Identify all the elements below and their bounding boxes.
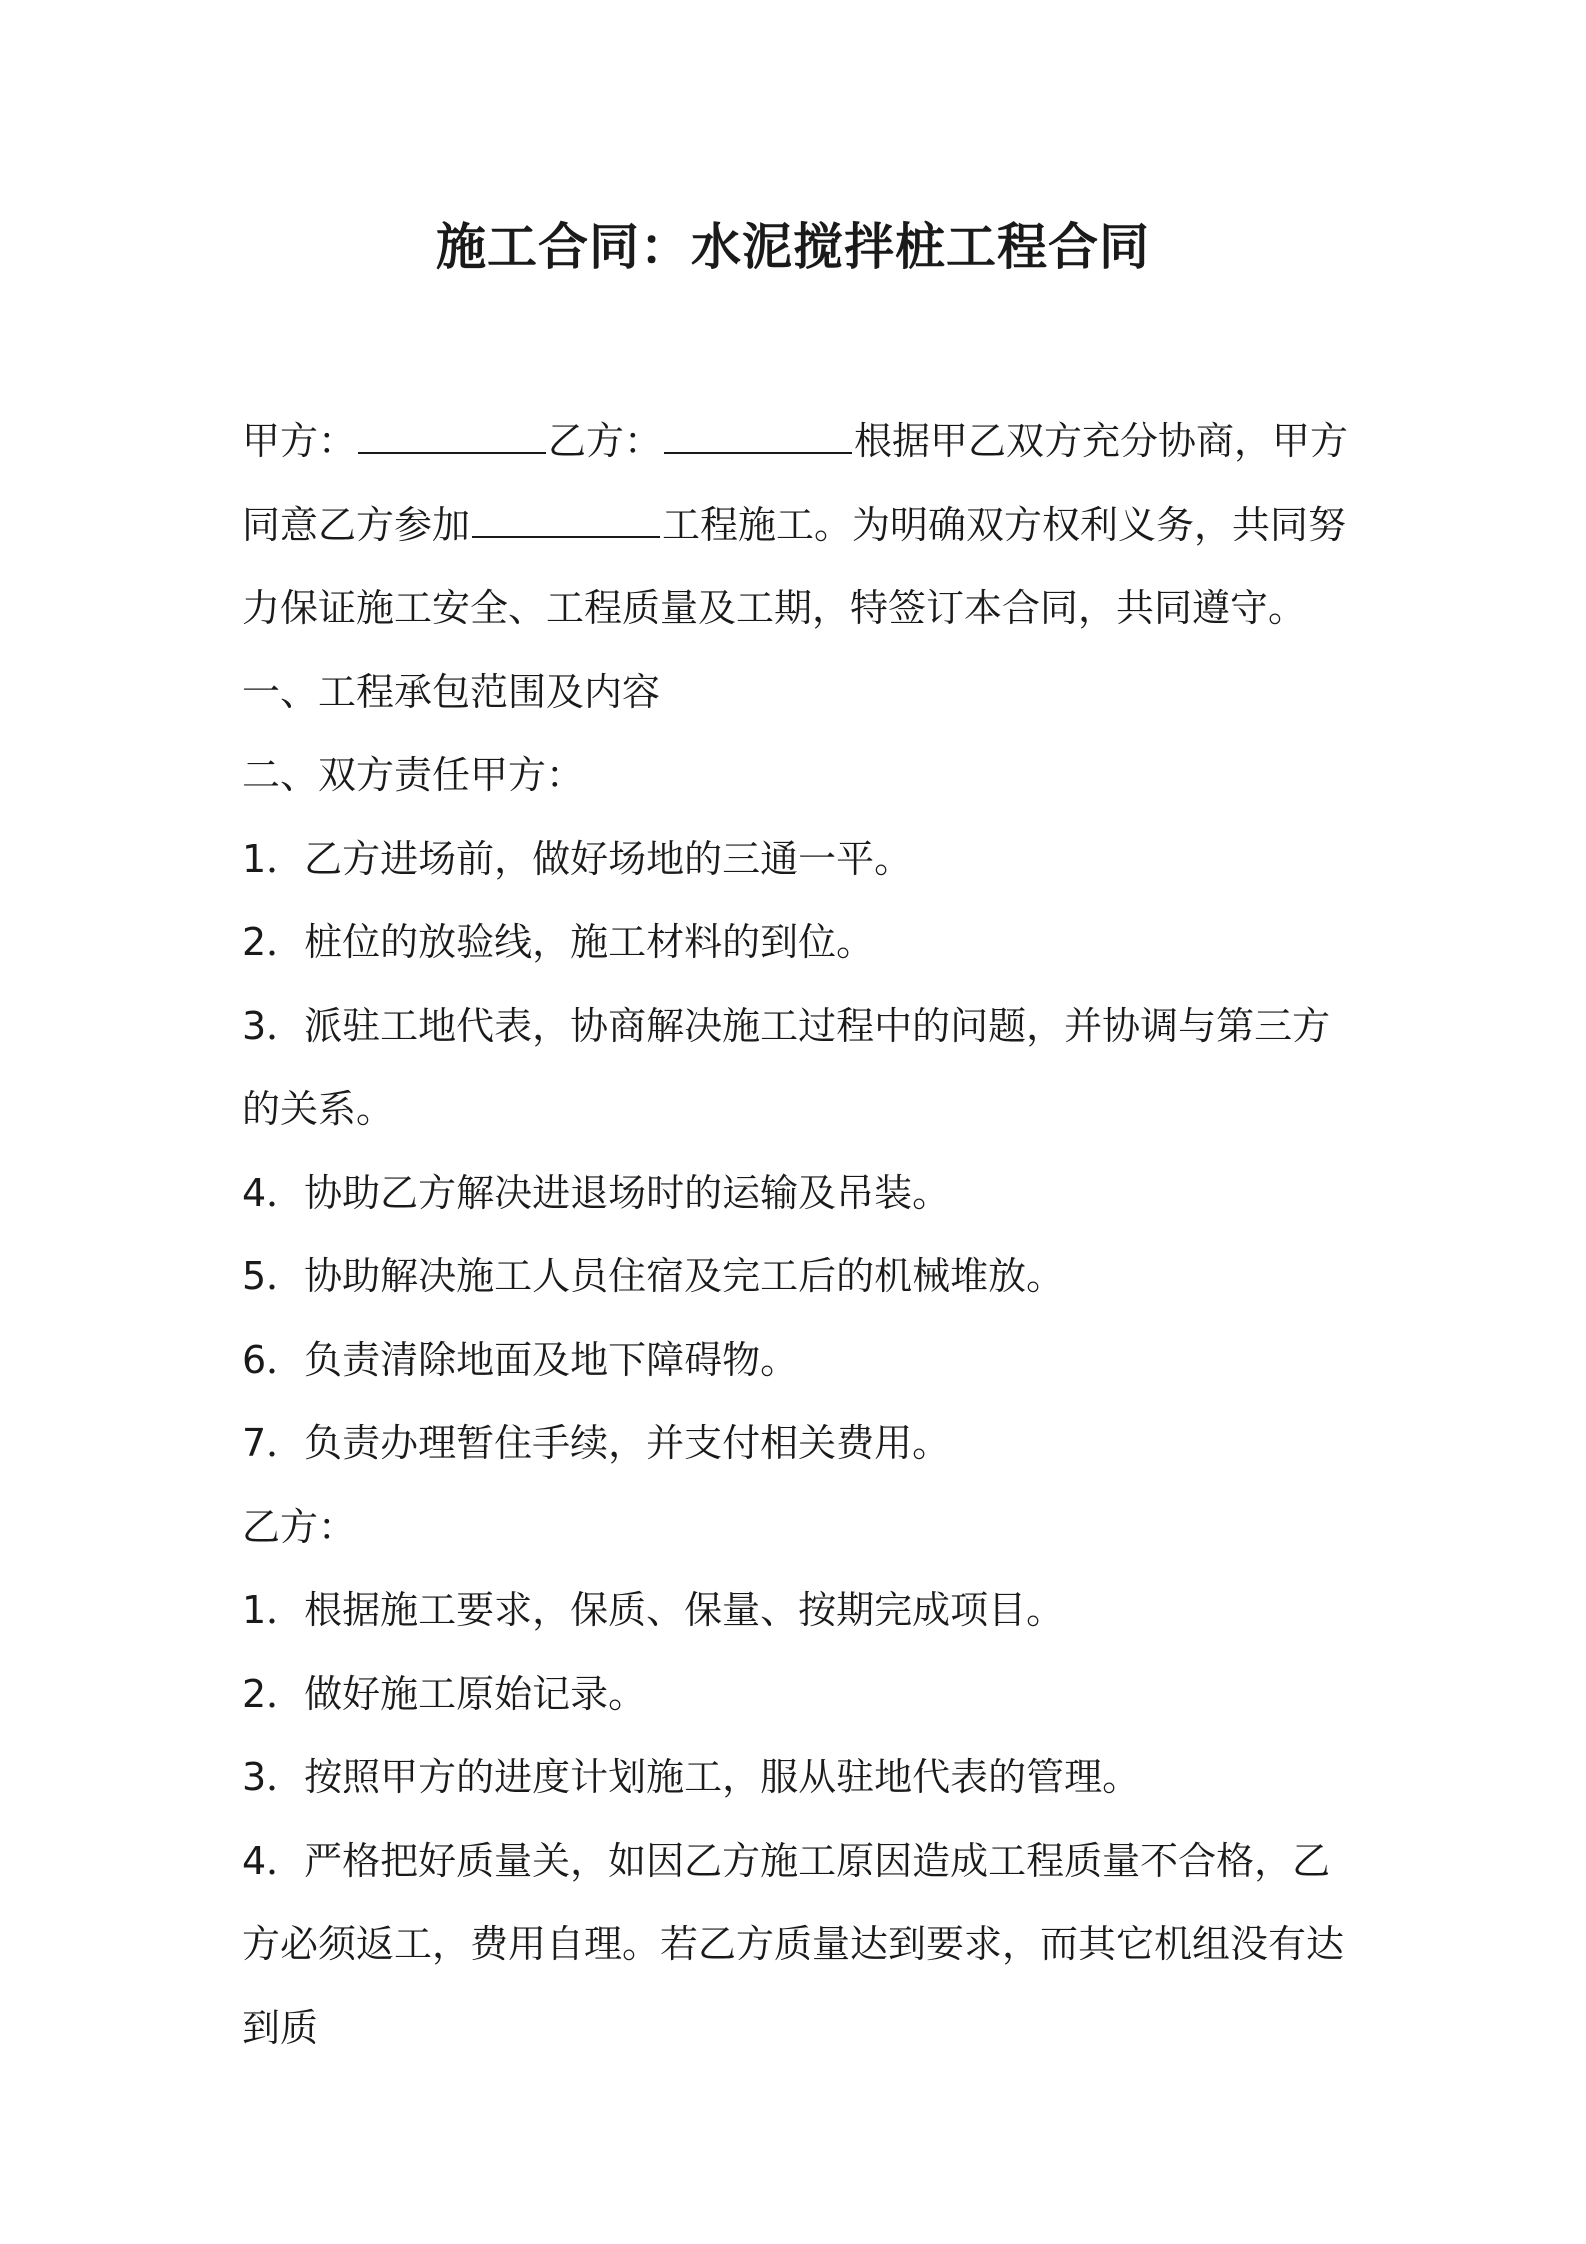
party-b-blank: [664, 418, 852, 454]
party-a-item: 5．协助解决施工人员住宿及完工后的机械堆放。: [242, 1254, 1065, 1298]
intro-text-part1: 根据甲乙双方充分协商，甲方同意乙方参加: [242, 419, 1349, 547]
party-a-item: 3．派驻工地代表，协商解决施工过程中的问题，并协调与第三方的关系。: [242, 1003, 1331, 1131]
project-name-blank: [472, 502, 660, 538]
document-title: 施工合同：水泥搅拌桩工程合同: [436, 218, 1150, 276]
document-body: [242, 400, 1362, 2070]
party-a-blank: [358, 418, 546, 454]
intro-paragraph: [242, 400, 1362, 651]
party-a-item: 7．负责办理暂住手续，并支付相关费用。: [242, 1421, 951, 1465]
party-a-item: 6．负责清除地面及地下障碍物。: [242, 1337, 799, 1382]
party-b-item: 2．做好施工原始记录。: [242, 1671, 647, 1716]
party-b-item: 3．按照甲方的进度计划施工，服从驻地代表的管理。: [242, 1755, 1141, 1799]
party-b-item: 1．根据施工要求，保质、保量、按期完成项目。: [242, 1588, 1065, 1632]
party-a-label: 甲方：: [242, 419, 357, 463]
party-b-item: 4．严格把好质量关，如因乙方施工原因造成工程质量不合格，乙方必须返工，费用自理。若乙方质量达到要求，而其它机组没有达到质: [242, 1838, 1345, 2050]
party-b-label: 乙方：: [548, 419, 663, 463]
party-a-item: 1．乙方进场前，做好场地的三通一平。: [242, 836, 913, 881]
party-a-item: 2．桩位的放验线，施工材料的到位。: [242, 920, 875, 964]
section-heading-scope: 一、工程承包范围及内容: [242, 669, 661, 714]
party-a-item: 4．协助乙方解决进退场时的运输及吊装。: [242, 1170, 951, 1215]
intro-text-part2: 工程施工。为明确双方权利义务，共同努力保证施工安全、工程质量及工期，特签订本合同，共同遵守。: [242, 502, 1347, 630]
section-heading-responsibilities: 二、双方责任甲方：: [242, 753, 585, 797]
party-b-heading: 乙方：: [242, 1504, 357, 1549]
